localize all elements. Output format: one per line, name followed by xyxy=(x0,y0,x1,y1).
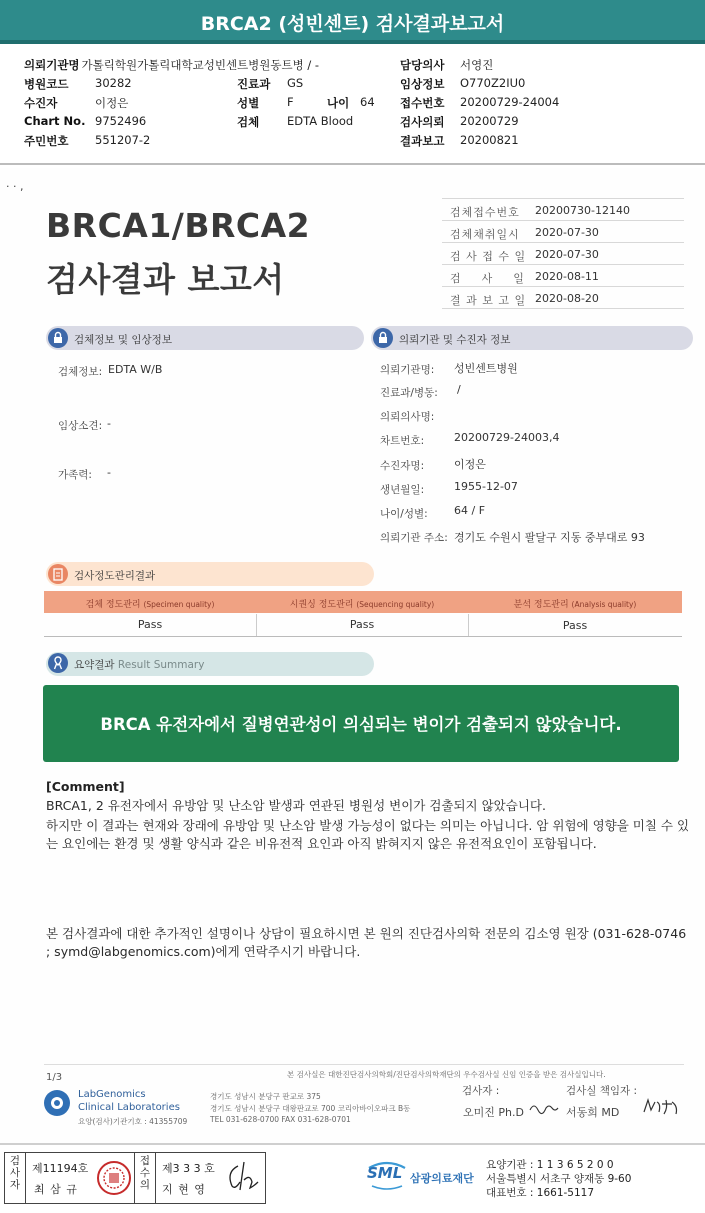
lab-code: 요양(검사)기관기호 : 41355709 xyxy=(78,1117,188,1126)
certification-note: 본 검사실은 대한진단검사의학회/진단검사의학재단의 우수검사실 신임 인증을 받은 검사실입니다. xyxy=(287,1070,606,1079)
banner-title: BRCA2 (성빈센트) 검사결과보고서 xyxy=(200,13,505,35)
comment-paragraph-1: BRCA1, 2 유전자에서 유방암 및 난소암 발생과 연관된 병원성 변이가 검출되지 않았습니다. xyxy=(46,798,546,813)
birth-date-value: 1955-12-07 xyxy=(454,480,518,493)
lock-icon xyxy=(373,328,393,348)
org-name: 삼광의료재단 xyxy=(410,1172,474,1185)
clinical-findings-label: 임상소견: xyxy=(58,420,103,432)
lab-name: LabGenomics xyxy=(78,1089,146,1100)
chart-no-value: 9752496 xyxy=(95,114,147,128)
dept-ward-label: 진료과/병동: xyxy=(380,387,438,399)
rrn-value: 551207-2 xyxy=(95,133,151,147)
lab-address-2: 경기도 성남시 분당구 대왕판교로 700 코리아바이오파크 B동 xyxy=(210,1104,411,1113)
specimen-section-title: 검체정보 및 임상정보 xyxy=(74,334,172,346)
specimen-info-label: 검체정보: xyxy=(58,366,103,378)
page-number: 1/3 xyxy=(46,1072,63,1083)
confirm-number: 제3 3 3 호 xyxy=(162,1162,215,1175)
qc-header-sequencing: 시퀀싱 정도관리 (Sequencing quality) xyxy=(289,600,435,610)
org-address: 서울특별시 서초구 양재동 9-60 xyxy=(486,1173,632,1185)
qc-value-sequencing: Pass xyxy=(349,618,375,631)
result-summary-text: BRCA 유전자에서 질병연관성이 의심되는 변이가 검출되지 않았습니다. xyxy=(100,715,622,734)
institution-section-title: 의뢰기관 및 수진자 정보 xyxy=(399,334,511,346)
confirm-label: 접수의 xyxy=(139,1155,151,1191)
confirm-signature xyxy=(222,1158,262,1200)
inst-address-value: 경기도 수원시 팔달구 지동 중부대로 93 xyxy=(454,531,645,544)
request-date-value: 20200729 xyxy=(460,114,519,128)
patient-name-value: 이정은 xyxy=(454,458,486,471)
chief-name: 서동희 MD xyxy=(566,1106,620,1119)
chief-label: 검사실 책임자 : xyxy=(566,1085,638,1097)
sex-value: F xyxy=(287,95,294,109)
report-title-line1: BRCA1/BRCA2 xyxy=(46,206,311,245)
contact-paragraph: 본 검사결과에 대한 추가적인 설명이나 상담이 필요하시면 본 원의 진단검사의학 전문의 김소영 원장 (031-628-0746 ; symd@labgenomics.com)에게 연락주시기 바랍니다. xyxy=(46,926,687,959)
request-date-label: 검사의뢰 xyxy=(400,115,445,129)
lab-address-1: 경기도 성남시 분당구 판교로 375 xyxy=(210,1092,321,1101)
org-phone: 대표번호 : 1661-5117 xyxy=(486,1187,595,1199)
tester-signature xyxy=(528,1098,560,1120)
sex-label: 성별 xyxy=(237,96,260,110)
age-sex-label: 나이/성별: xyxy=(380,508,428,520)
date-box: 검체접수번호 20200730-12140 검체채취일시 2020-07-30 검 사 접 수 일 2020-07-30 검 사 일 2020-08-11 결 과 보 고 일 2020-08-20 xyxy=(442,198,684,310)
patient-name-label: 수진자명: xyxy=(380,460,425,472)
age-value: 64 xyxy=(360,95,375,109)
patient-value: 이정은 xyxy=(95,96,129,110)
specimen-info-value: EDTA W/B xyxy=(108,363,163,376)
doctor-value: 서영진 xyxy=(460,58,494,72)
tester-label: 검사자 : xyxy=(462,1085,500,1097)
rrn-label: 주민번호 xyxy=(24,134,69,148)
examiner-number: 제11194호 xyxy=(32,1162,89,1175)
hospital-code: 30282 xyxy=(95,76,132,90)
inst-name-label: 의뢰기관명: xyxy=(380,364,435,376)
report-date-value: 20200821 xyxy=(460,133,519,147)
bottom-divider xyxy=(0,1143,705,1145)
doctor-label: 담당의사 xyxy=(400,58,445,72)
chart-no-label: Chart No. xyxy=(24,114,86,128)
ordering-doctor-label: 의뢰의사명: xyxy=(380,411,435,423)
clinical-info-value: O770Z2IU0 xyxy=(460,76,526,90)
comment-paragraph-2: 하지만 이 결과는 현재와 장래에 유방암 및 난소암 발생 가능성이 없다는 의미는 아닙니다. 암 위험에 영향을 미칠 수 있는 요인에는 환경 및 생활 양식과 같은 비유전적 요인과 아직 밝혀지지 않은 유전적요인이 포함됩니다. xyxy=(46,818,690,851)
patient-label: 수진자 xyxy=(24,96,58,110)
receipt-no-label: 접수번호 xyxy=(400,96,445,110)
care-code: 요양기관 : 1 1 3 6 5 2 0 0 xyxy=(486,1159,614,1171)
sml-logo-text: SML xyxy=(367,1164,403,1182)
qc-section-title: 검사정도관리결과 xyxy=(74,570,156,582)
chart-number-label: 차트번호: xyxy=(380,435,425,447)
examiner-seal-icon xyxy=(95,1158,133,1202)
specimen-label: 검체 xyxy=(237,115,260,129)
ribbon-icon xyxy=(48,653,68,673)
specimen-value: EDTA Blood xyxy=(287,114,354,128)
qc-header-specimen: 검체 정도관리 (Specimen quality) xyxy=(85,600,215,610)
lab-tel: TEL 031-628-0700 FAX 031-628-0701 xyxy=(210,1115,351,1124)
inst-name-value: 성빈센트병원 xyxy=(454,362,518,375)
tester-name: 오미진 Ph.D xyxy=(463,1106,524,1119)
header-field: 병원코드 xyxy=(24,77,69,91)
clinical-info-label: 임상정보 xyxy=(400,77,445,91)
chart-number-value: 20200729-24003,4 xyxy=(454,431,560,444)
header-divider xyxy=(0,163,705,165)
qc-bottom-line xyxy=(44,636,682,637)
dept-ward-value: / xyxy=(457,383,461,396)
footer-line xyxy=(44,1064,684,1065)
summary-section-title: 요약결과 Result Summary xyxy=(74,659,205,671)
header-field: 의뢰기관명 가톨릭학원가톨릭대학교성빈센트병원동트병 / - xyxy=(24,58,320,72)
labgenomics-logo xyxy=(44,1090,70,1116)
report-date-label: 결과보고 xyxy=(400,134,445,148)
qc-header-analysis: 분석 정도관리 (Analysis quality) xyxy=(513,600,637,610)
clinical-findings-value: - xyxy=(107,417,111,430)
family-history-label: 가족력: xyxy=(58,469,92,481)
dept-label: 진료과 xyxy=(237,77,271,91)
lock-icon xyxy=(48,328,68,348)
lab-name-2: Clinical Laboratories xyxy=(78,1102,180,1113)
qc-value-specimen: Pass xyxy=(137,618,163,631)
receipt-no-value: 20200729-24004 xyxy=(460,95,560,109)
report-title-line2: 검사결과 보고서 xyxy=(46,260,285,299)
examiner-label: 검사자 xyxy=(9,1155,21,1191)
age-label: 나이 xyxy=(327,96,350,110)
confirm-name: 지 현 영 xyxy=(162,1183,206,1196)
chief-signature xyxy=(642,1096,682,1122)
examiner-name: 최 삼 규 xyxy=(34,1183,78,1196)
inst-address-label: 의뢰기관 주소: xyxy=(380,532,448,544)
comment-heading: [Comment] xyxy=(46,779,125,794)
age-sex-value: 64 / F xyxy=(454,504,486,517)
family-history-value: - xyxy=(107,466,111,479)
birth-date-label: 생년월일: xyxy=(380,484,425,496)
qc-value-analysis: Pass xyxy=(562,619,588,632)
clipboard-icon xyxy=(48,564,68,584)
dept-value: GS xyxy=(287,76,304,90)
scan-marks: · · , xyxy=(6,180,24,193)
